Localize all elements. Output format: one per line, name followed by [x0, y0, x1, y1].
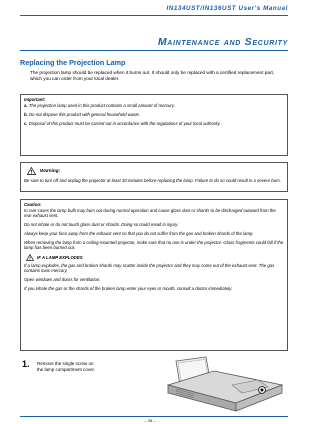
lamp-explodes-heading: IF A LAMP EXPLODES	[37, 254, 83, 260]
lamp-explodes-header	[26, 254, 284, 261]
important-item-letter: a.	[24, 103, 28, 108]
warning-label: Warning:	[40, 168, 61, 174]
lamp-paragraph: If a lamp explodes, the gas and broken shards may scatter inside the projector and they may come out of the exhaust vent. The gas contains toxic mercury.	[24, 263, 275, 274]
caution-paragraph: In rare cases the lamp bulb may burn out during normal operation and cause glass dust or shards to be discharged outward from the rear exhaust vent.	[24, 208, 276, 219]
lamp-paragraph: If you inhale the gas or the shards of the broken lamp enter your eyes or mouth, consult a doctor immediately.	[24, 286, 233, 291]
manual-header-title: IN134UST/IN136UST User's Manual	[166, 5, 288, 12]
caution-paragraph: Do not inhale or do not touch glass dust or shards. Doing so could result in injury.	[24, 222, 179, 228]
footer-divider	[20, 416, 288, 417]
caution-paragraph: Always keep your face away from the exhaust vent so that you do not suffer from the gas and broken shards of the lamp.	[24, 231, 254, 236]
important-item-letter: c.	[24, 120, 28, 126]
step-instruction: Remove the single screw on the lamp compartment cover.	[37, 361, 96, 372]
important-item-text: Do not dispose this product with general household waste.	[29, 111, 141, 117]
caution-paragraph: When removing the lamp from a ceiling-mounted projector, make sure that no one is under the projector. Glass fragments could fall if the lamp has been burned out.	[24, 239, 284, 251]
caution-notice-box	[20, 199, 288, 351]
important-notice-box	[20, 94, 288, 156]
intro-paragraph: The projection lamp should be replaced when it burns out. It should only be replaced with a certified replacement part, which you can order from your local dealer.	[30, 70, 275, 82]
header-divider	[20, 15, 288, 16]
lamp-warning-icon	[26, 254, 34, 261]
title-divider	[20, 50, 288, 51]
warning-triangle-icon	[27, 167, 36, 175]
caution-label: Caution:	[24, 202, 42, 207]
important-item-letter: b.	[24, 111, 28, 117]
important-item-text: Disposal of this product must be carried out in accordance with the regulations of your local authority.	[28, 120, 221, 126]
warning-notice-box	[20, 162, 288, 192]
warning-header	[27, 167, 284, 175]
page-number: – 39 –	[144, 418, 156, 423]
page-title: Maintenance and Security	[157, 36, 288, 48]
important-item	[24, 112, 284, 117]
projector-illustration	[154, 355, 288, 413]
step-number: 1.	[22, 359, 30, 369]
important-item	[24, 103, 284, 108]
important-item	[24, 121, 284, 126]
important-item-text: The projection lamp used in this product contains a small amount of mercury.	[28, 103, 175, 108]
lamp-paragraph: Open windows and doors for ventilation.	[24, 277, 101, 283]
important-label: Important:	[24, 97, 46, 102]
warning-text: Be sure to turn off and unplug the projector at least 30 minutes before replacing the lamp. Failure to do so could result in a severe burn.	[24, 178, 282, 183]
section-heading: Replacing the Projection Lamp	[20, 58, 126, 67]
